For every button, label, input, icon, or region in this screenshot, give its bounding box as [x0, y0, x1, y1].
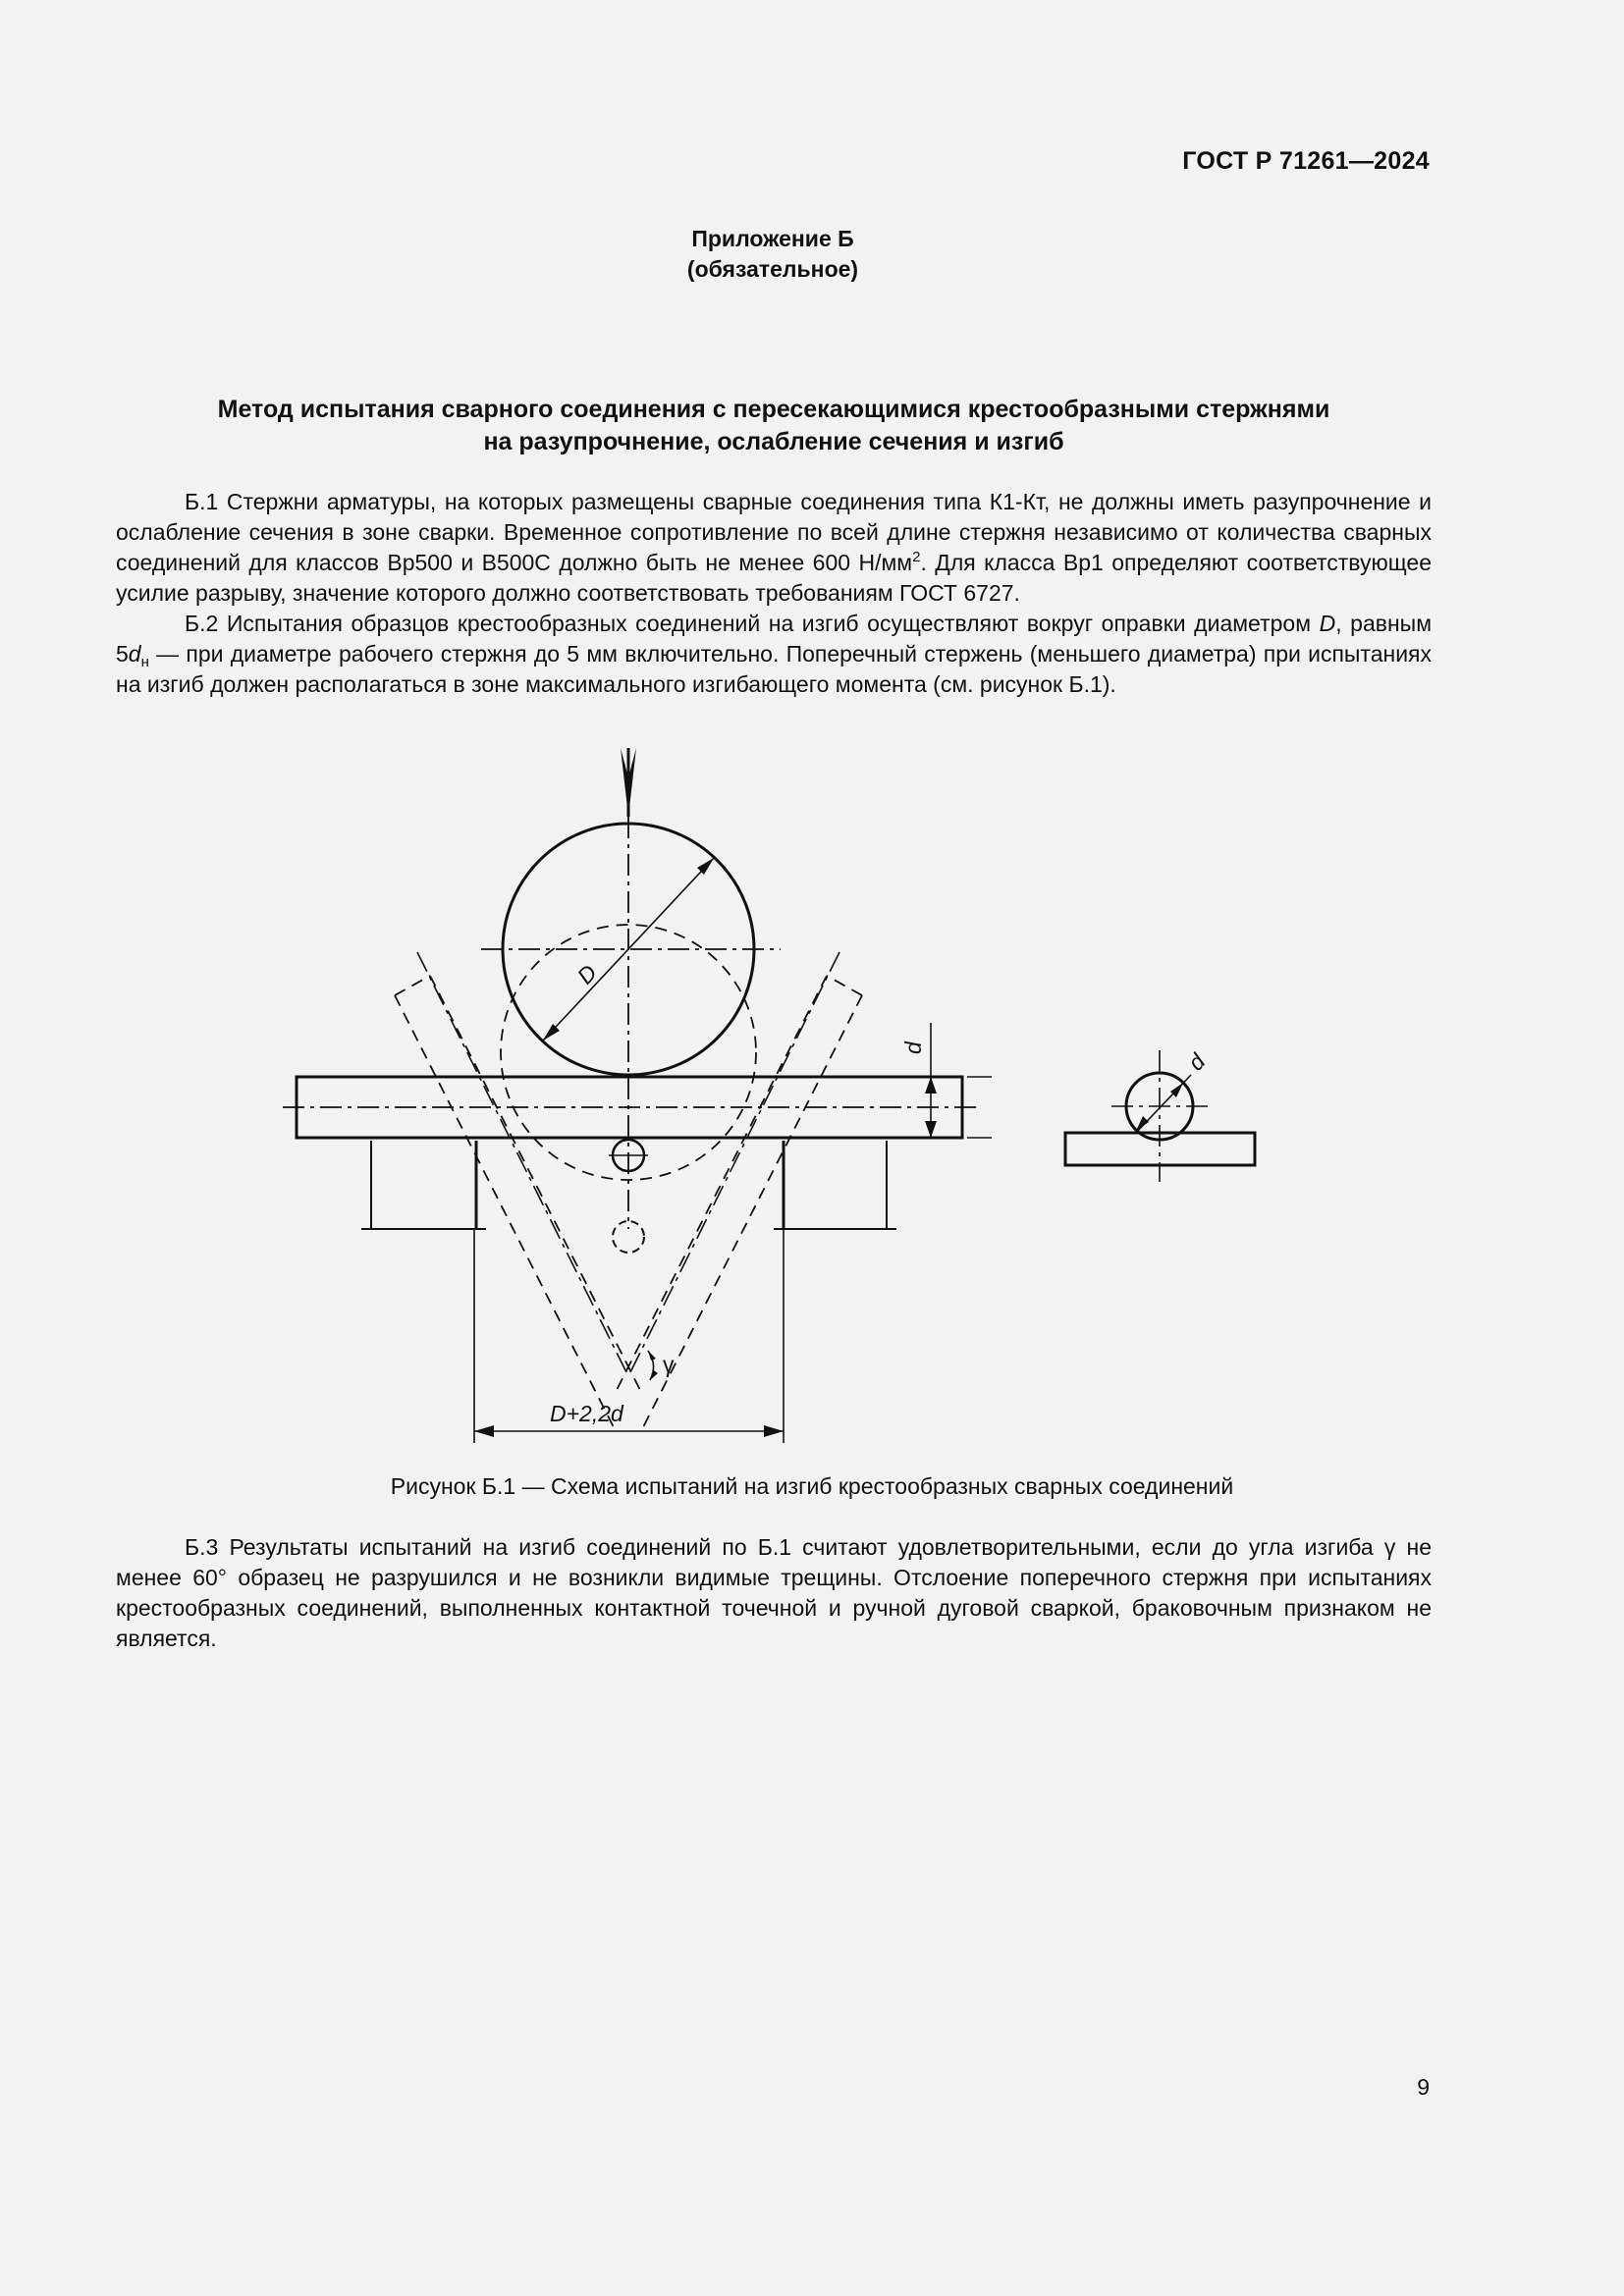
- section-title-line-1: Метод испытания сварного соединения с пересекающимися крестообразными стержнями: [217, 396, 1330, 423]
- paragraph-b1-text: Стержни арматуры, на которых размещены сварные соединения типа К1-Кт, не должны иметь разупрочнение и ослабление сечения в зоне сварки. Временное сопротивление по всей длине стержня независимо от количества сварных соединений для классов Вр500 и В500С должно быть не менее 600 Н/мм: [116, 489, 1432, 575]
- bent-bar-right-edge-inner: [614, 976, 827, 1396]
- bent-bar-right-end: [827, 976, 862, 995]
- label-D: D: [571, 959, 602, 989]
- section-title-line-2: на разупрочнение, ослабление сечения и изгиб: [483, 428, 1064, 455]
- paragraph-b1: [116, 487, 1432, 609]
- cross-bar-lower-position: [613, 1221, 644, 1253]
- appendix-status: (обязательное): [686, 256, 859, 282]
- variable-d-subscript: н: [140, 654, 149, 670]
- paragraph-b3-label: Б.3: [185, 1534, 219, 1560]
- label-gamma: γ: [663, 1352, 675, 1377]
- span-arrow-left: [474, 1425, 494, 1437]
- angle-arrow-top: [648, 1351, 656, 1361]
- paragraph-b2-label: Б.2: [185, 611, 219, 636]
- thickness-arrow-bottom: [925, 1121, 937, 1138]
- text-block-top: [116, 487, 1432, 700]
- label-span: D+2,2d: [550, 1401, 623, 1426]
- bent-bar-left-edge: [395, 995, 614, 1427]
- paragraph-b2-text-mid: , равным 5: [116, 611, 1433, 667]
- page-number: 9: [1417, 2074, 1430, 2100]
- appendix-heading: [0, 224, 1545, 285]
- paragraph-b2-text-end: — при диаметре рабочего стержня до 5 мм включительно. Поперечный стержень (меньшего диаметра) при испытаниях на изгиб должен располагаться в зоне максимального изгибающего момента (см. рисунок Б.1).: [116, 641, 1432, 697]
- document-id: ГОСТ Р 71261—2024: [1182, 147, 1430, 175]
- thickness-arrow-top: [925, 1077, 937, 1094]
- paragraph-b2: [116, 609, 1432, 700]
- side-view-arrow-bottom: [1136, 1116, 1149, 1131]
- paragraph-b3-text: Результаты испытаний на изгиб соединений по Б.1 считают удовлетворительными, если до угла изгиба γ не менее 60° образец не разрушился и не возникли видимые трещины. Отслоение поперечного стержня при испытаниях крестообразных соединений, выполненных контактной точечной и ручной дуговой сваркой, браковочным признаком не является.: [116, 1534, 1433, 1651]
- section-title: [116, 394, 1432, 458]
- bent-bar-right-edge: [643, 995, 862, 1427]
- unit-superscript: 2: [912, 549, 921, 565]
- bend-test-diagram: [265, 738, 1267, 1461]
- text-block-bottom: [116, 1532, 1432, 1654]
- paragraph-b2-text: Испытания образцов крестообразных соединений на изгиб осуществляют вокруг оправки диаметром: [226, 611, 1320, 636]
- variable-D: D: [1319, 611, 1336, 636]
- figure-caption: Рисунок Б.1 — Схема испытаний на изгиб крестообразных сварных соединений: [390, 1473, 1234, 1499]
- paragraph-b3: [116, 1532, 1432, 1654]
- bent-bar-left-edge-inner: [430, 976, 643, 1396]
- bent-bar-left-end: [395, 976, 430, 995]
- span-arrow-right: [764, 1425, 784, 1437]
- label-d-main: d: [900, 1041, 926, 1054]
- label-d-side: d: [1182, 1048, 1211, 1076]
- paragraph-b1-text-end: . Для класса Вр1 определяют соответствующее усилие разрыву, значение которого должно соответствовать требованиям ГОСТ 6727.: [116, 550, 1432, 606]
- appendix-title: Приложение Б: [691, 226, 854, 251]
- variable-d: d: [128, 641, 141, 667]
- angle-arrow-bottom: [650, 1370, 658, 1380]
- paragraph-b1-label: Б.1: [185, 489, 219, 514]
